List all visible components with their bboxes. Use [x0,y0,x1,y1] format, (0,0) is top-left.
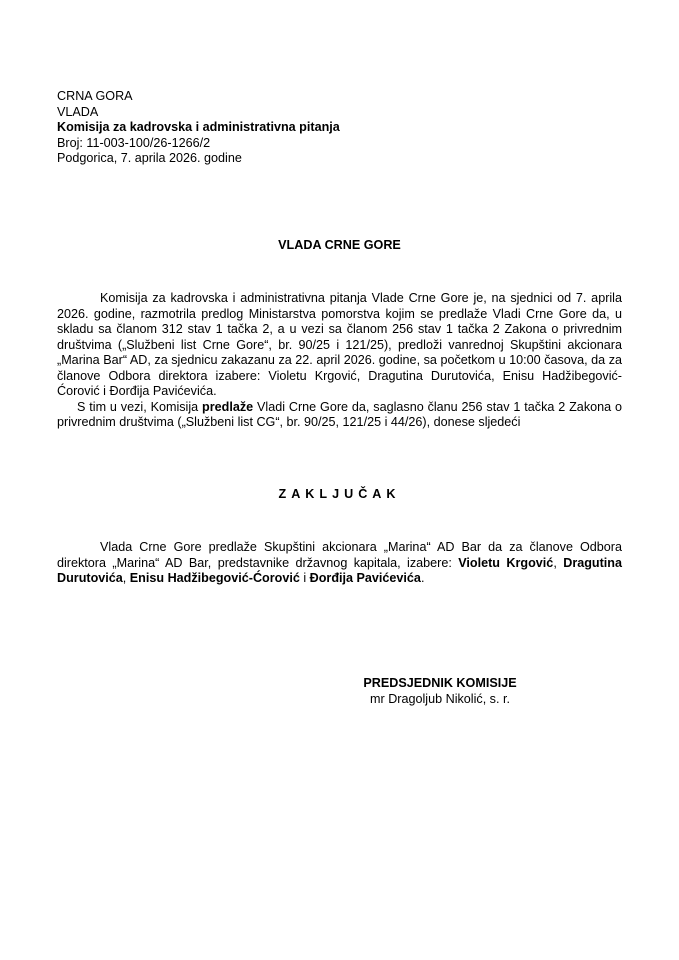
body-paragraph-1: Komisija za kadrovska i administrativna pitanja Vlade Crne Gore je, na sjednici od 7. aprila 2026. godine, razmotrila predlog Ministarstva pomorstva kojim se predlaže Vladi Crne Gore da, u skladu sa članom 312 stav 1 tačka 2, a u vezi sa članom 256 stav 1 tačka 2 Zakona o privrednim društvima („Službeni list Crne Gore“, br. 90/25 i 121/25), predloži vanrednoj Skupštini akcionara „Marina Bar“ AD, za sjednicu zakazanu za 22. april 2026. godine, sa početkom u 10:00 časova, da za članove Odbora direktora izabere: Violetu Krgović, Dragutina Durutovića, Enisu Hadžibegović-Ćorović i Đorđija Pavićevića. [57,291,622,398]
header-reference-number: Broj: 11-003-100/26-1266/2 [57,135,211,150]
conclusion-text: Vlada Crne Gore predlaže Skupštini akcionara „Marina“ AD Bar da za članove Odbora direktora „Marina“ AD Bar, predstavnike državnog kapitala, izabere: [57,540,622,570]
conclusion-heading: ZAKLJUČAK [278,487,401,501]
conclusion-separator-2: , [122,571,130,585]
conclusion-separator-3: i [299,571,310,585]
conclusion-name-4: Đorđija Pavićevića [309,571,421,585]
conclusion-name-3: Enisu Hadžibegović-Ćorović [129,571,300,585]
body-paragraph-2-bold: predlaže [202,399,254,414]
conclusion-end: . [420,571,425,585]
header-commission: Komisija za kadrovska i administrativna pitanja [57,120,340,134]
body-section [57,291,622,431]
signature-role: PREDSJEDNIK KOMISIJE [363,676,517,690]
header-place-date: Podgorica, 7. aprila 2026. godine [57,151,242,165]
document-title: VLADA CRNE GORE [278,238,401,252]
conclusion-name-1: Violetu Krgović [458,555,554,570]
conclusion-section [57,540,622,587]
body-paragraph-2-end: Vladi Crne Gore da, saglasno članu 256 stav 1 tačka 2 Zakona o privrednim društvima („Službeni list CG“, br. 90/25, 121/25 i 44/26), donese sljedeći [57,399,622,429]
conclusion-paragraph [57,540,622,587]
conclusion-name-2: Dragutina Durutovića [57,555,622,585]
signature-block [320,676,560,707]
body-paragraph-2-start: S tim u vezi, Komisija [77,399,203,414]
header-government: VLADA [57,104,99,119]
conclusion-separator-1: , [553,555,564,570]
header-country: CRNA GORA [57,89,133,103]
signature-name: mr Dragoljub Nikolić, s. r. [370,691,510,706]
document-header [57,89,457,167]
body-paragraph-2 [57,400,622,431]
